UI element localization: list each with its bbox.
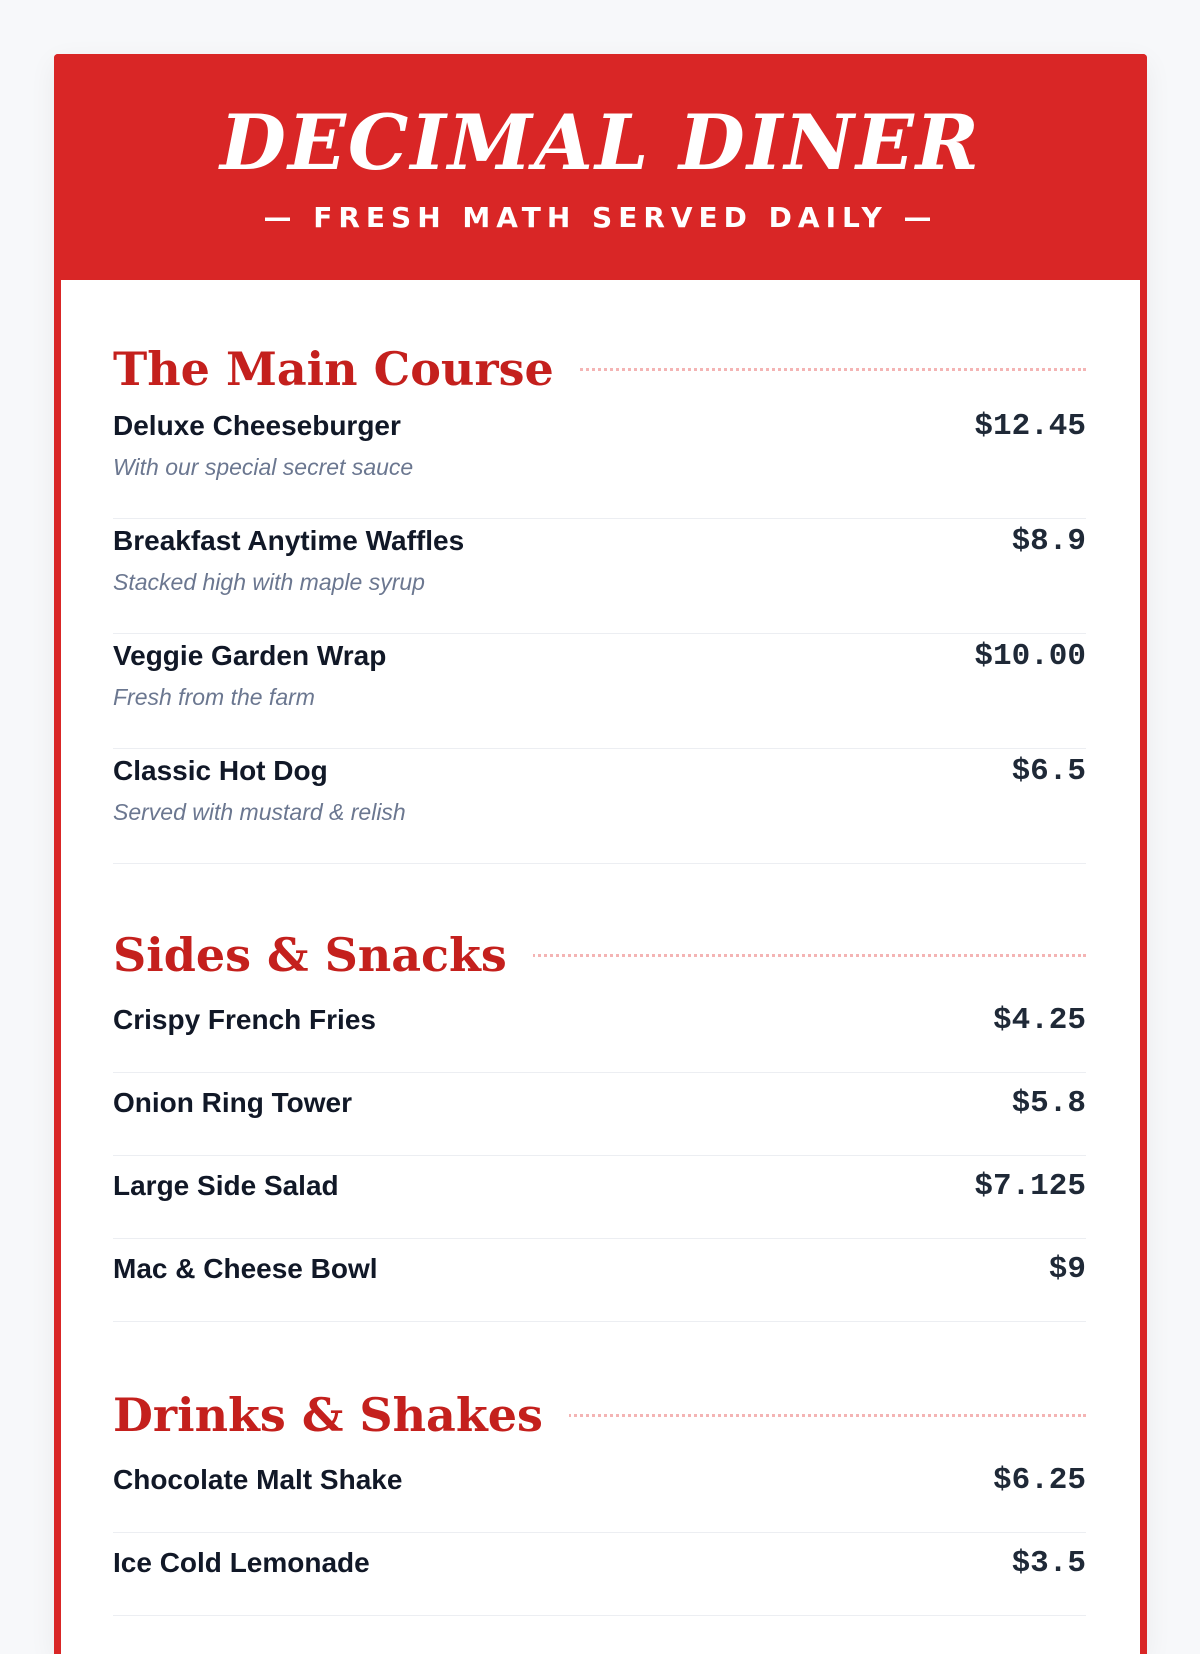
section-title: Drinks & Shakes	[113, 1380, 569, 1450]
section-header	[113, 920, 1086, 990]
item-name: Veggie Garden Wrap	[113, 640, 387, 671]
section-header	[113, 334, 1086, 404]
item-price: $4.25	[992, 1003, 1086, 1038]
menu-item	[113, 1073, 1086, 1156]
section-drinks-shakes	[113, 1380, 1086, 1616]
section-title: The Main Course	[113, 334, 580, 404]
item-name: Onion Ring Tower	[113, 1087, 353, 1118]
item-description: Served with mustard & relish	[113, 799, 406, 825]
item-name: Classic Hot Dog	[113, 755, 328, 786]
item-name: Deluxe Cheeseburger	[113, 410, 401, 441]
menu-card	[54, 54, 1147, 1654]
menu-item	[113, 1239, 1086, 1322]
item-name: Large Side Salad	[113, 1170, 339, 1201]
section-header	[113, 1380, 1086, 1450]
menu-item	[113, 404, 1086, 519]
menu-header	[54, 54, 1147, 280]
section-sides-snacks	[113, 920, 1086, 1322]
item-description: Stacked high with maple syrup	[113, 569, 425, 595]
item-price: $6.25	[992, 1463, 1086, 1498]
menu-item	[113, 1533, 1086, 1616]
item-price: $9	[1048, 1252, 1086, 1287]
item-name: Ice Cold Lemonade	[113, 1547, 370, 1578]
item-price: $8.9	[1011, 524, 1086, 559]
item-name: Mac & Cheese Bowl	[113, 1253, 378, 1284]
item-price: $10.00	[974, 639, 1086, 674]
menu-item	[113, 519, 1086, 634]
item-name: Breakfast Anytime Waffles	[113, 525, 465, 556]
restaurant-tagline: — FRESH MATH SERVED DAILY —	[263, 201, 938, 234]
item-name: Crispy French Fries	[113, 1004, 376, 1035]
item-description: With our special secret sauce	[113, 454, 414, 480]
item-price: $5.8	[1011, 1086, 1086, 1121]
item-name: Chocolate Malt Shake	[113, 1464, 403, 1495]
menu-item	[113, 1450, 1086, 1533]
section-title: Sides & Snacks	[113, 920, 533, 990]
item-price: $12.45	[974, 409, 1086, 444]
restaurant-title: DECIMAL DINER	[220, 98, 981, 187]
item-price: $7.125	[974, 1169, 1086, 1204]
menu-item	[113, 990, 1086, 1073]
menu-item	[113, 634, 1086, 749]
menu-item	[113, 749, 1086, 864]
menu-item	[113, 1156, 1086, 1239]
section-main-course	[113, 334, 1086, 864]
item-price: $3.5	[1011, 1546, 1086, 1581]
item-price: $6.5	[1011, 754, 1086, 789]
item-description: Fresh from the farm	[113, 684, 315, 710]
